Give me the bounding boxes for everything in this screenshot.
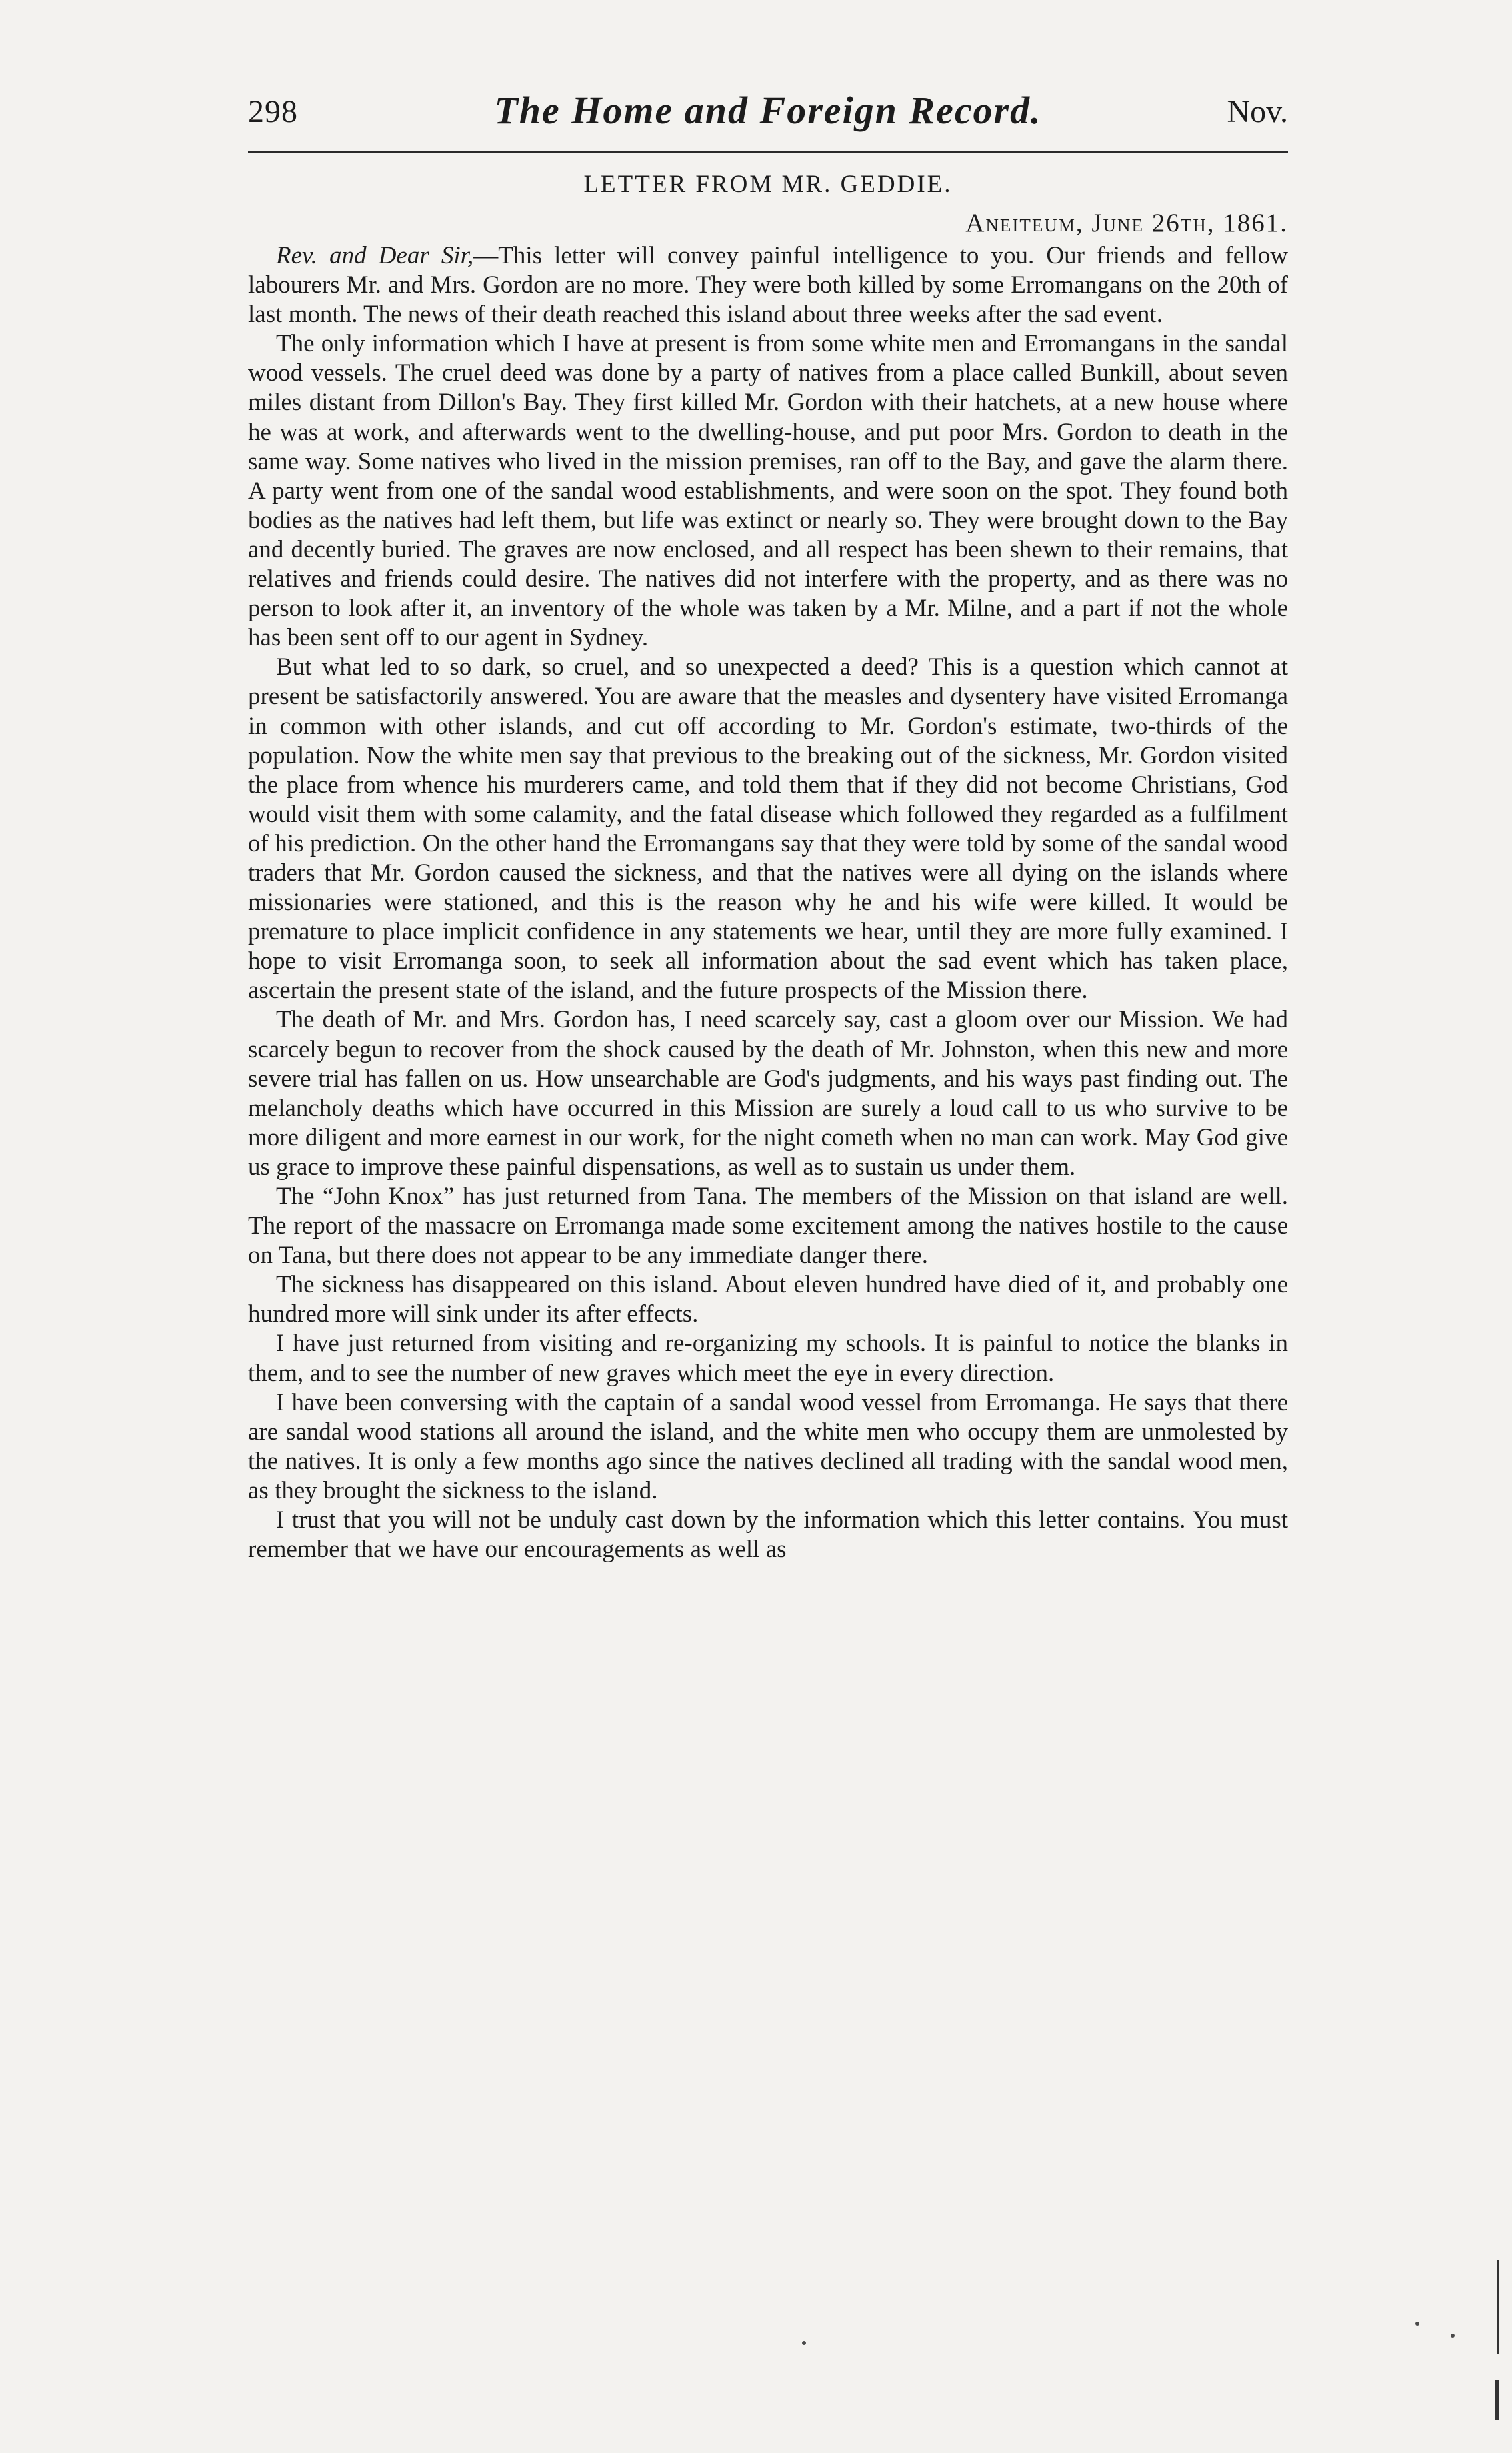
paragraph: I have been conversing with the captain of a sandal wood vessel from Erromanga. He says that there are sandal wood stations all around the island, and the white men who occupy them are unmolested by the natives. It is only a few months ago since the natives declined all trading with the sandal wood men, as they brought the sickness to the island. (248, 1388, 1288, 1504)
scan-speck (1415, 2322, 1419, 2326)
paragraph: I have just returned from visiting and re-organizing my schools. It is painful to notice the blanks in them, and to see the number of new graves which meet the eye in every direction. (248, 1330, 1288, 1387)
scan-speck (802, 2341, 806, 2345)
letter-title: LETTER FROM MR. GEDDIE. (583, 171, 953, 198)
paragraph: The death of Mr. and Mrs. Gordon has, I need scarcely say, cast a gloom over our Mission. We had scarcely begun to recover from the shock caused by the death of Mr. Johnston, when this new and more severe trial has fallen on us. How unsearchable are God's judgments, and his ways past finding out. The melancholy deaths which have occurred in this Mission are surely a loud call to us who survive to be more diligent and more earnest in our work, for the night cometh when no man can work. May God give us grace to improve these painful dispensations, as well as to sustain us under them. (248, 1006, 1288, 1181)
page-number: 298 (248, 94, 298, 129)
paragraph: But what led to so dark, so cruel, and so unexpected a deed? This is a question which cannot at present be satisfactorily answered. You are aware that the measles and dysentery have visited Erromanga in common with other islands, and cut off according to Mr. Gordon's estimate, two-thirds of the population. Now the white men say that previous to the breaking out of the sickness, Mr. Gordon visited the place from whence his murderers came, and told them that if they did not become Christians, God would visit them with some calamity, and the fatal disease which followed they regarded as a fulfilment of his prediction. On the other hand the Erromangans say that they were told by some of the sandal wood traders that Mr. Gordon caused the sickness, and that the natives were all dying on the islands where missionaries were stationed, and this is the reason why he and his wife were killed. It would be premature to place implicit confidence in any statements we hear, until they are more fully examined. I hope to visit Erromanga soon, to seek all information about the sad event which has taken place, ascertain the present state of the island, and the future prospects of the Mission there. (248, 653, 1288, 1005)
paragraph (248, 241, 1288, 329)
paragraph: I trust that you will not be unduly cast down by the information which this letter contains. You must remember that we have our encouragements as well as (248, 1506, 1288, 1564)
issue-month: Nov. (1227, 94, 1288, 129)
running-header (248, 80, 1288, 140)
paragraph: The only information which I have at present is from some white men and Erromangans in the sandal wood vessels. The cruel deed was done by a party of natives from a place called Bunkill, about seven miles distant from Dillon's Bay. They first killed Mr. Gordon with their hatchets, at a new house where he was at work, and afterwards went to the dwelling-house, and put poor Mrs. Gordon to death in the same way. Some natives who lived in the mission premises, ran off to the Bay, and gave the alarm there. A party went from one of the sandal wood establishments, and were soon on the spot. They found both bodies as the natives had left them, but life was extinct or nearly so. They were brought down to the Bay and decently buried. The graves are now enclosed, and all respect has been shewn to their remains, that relatives and friends could desire. The natives did not interfere with the property, and as there was no person to look after it, an inventory of the whole was taken by a Mr. Milne, and a part if not the whole has been sent off to our agent in Sydney. (248, 330, 1288, 652)
letter-dateline: Aneiteum, June 26th, 1861. (965, 209, 1288, 237)
paragraph-text: —This letter will convey painful intelligence to you. Our friends and fellow labourers Mr. and Mrs. Gordon are no more. They were both killed by some Erromangans on the 20th of last month. The news of their death reached this island about three weeks after the sad event. (248, 242, 1288, 329)
paragraph: The sickness has disappeared on this island. About eleven hundred have died of it, and probably one hundred more will sink under its after effects. (248, 1271, 1288, 1328)
paragraph: The “John Knox” has just returned from Tana. The members of the Mission on that island are well. The report of the massacre on Erromanga made some excitement among the natives hostile to the cause on Tana, but there does not appear to be any immediate danger there. (248, 1183, 1288, 1270)
scan-edge-mark (1497, 2260, 1499, 2354)
scan-edge-mark (1495, 2380, 1499, 2420)
header-rule (248, 151, 1288, 153)
salutation: Rev. and Dear Sir, (276, 242, 474, 269)
journal-title: The Home and Foreign Record. (494, 89, 1042, 132)
letter-body (248, 241, 1288, 1564)
scan-speck (1451, 2334, 1455, 2338)
